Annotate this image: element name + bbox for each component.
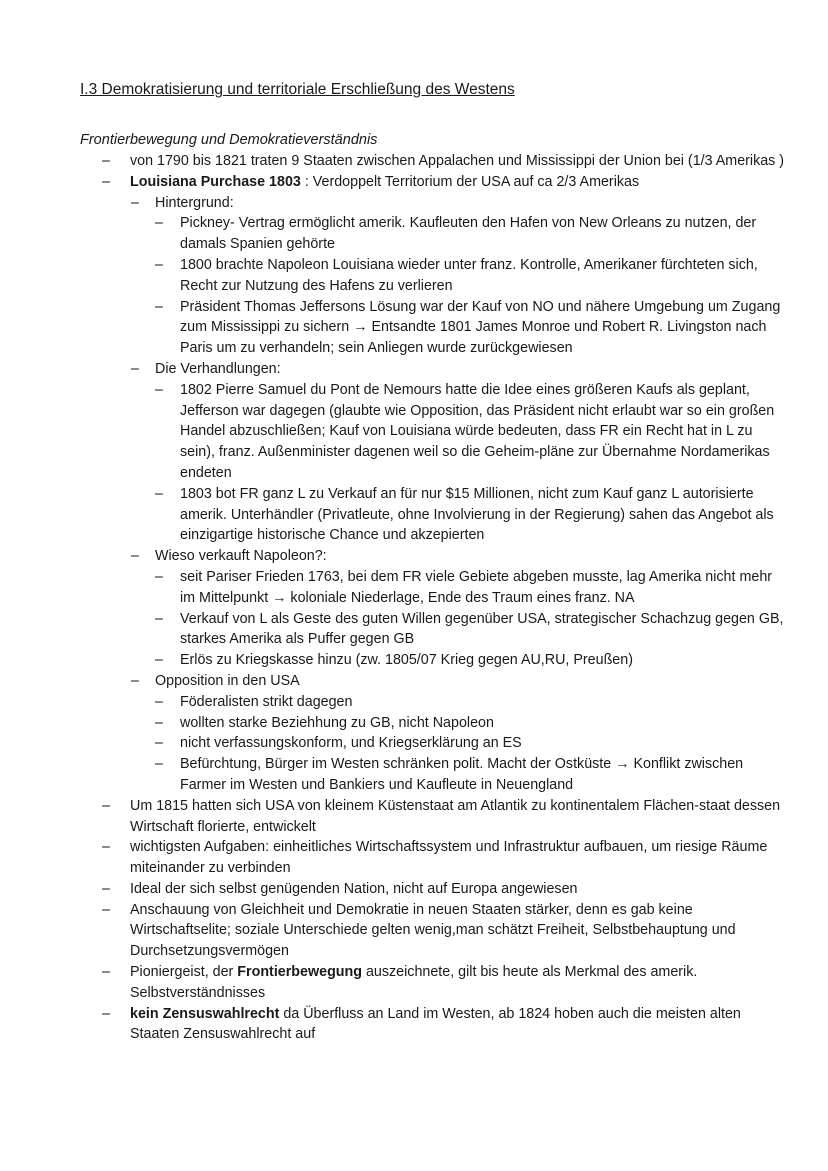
section-title: Frontierbewegung und Demokratieverständnis [80, 132, 378, 148]
list-item: – Föderalisten strikt dagegen [155, 692, 788, 713]
list-item: – Die Verhandlungen: – 1802 Pierre Samuel du Pont de Nemours hatte die Idee eines größeren Kaufs als geplant, Jefferson war dagegen (glaubte wie Opposition, das Präsident nicht erlaubt war so ein großen Handel abzuschließen; Kauf von Louisiana würde bedeuten, dass FR ein Recht hat in L zu sein), franz. Außenminister dagenen weil so die Geheim-pläne zur Übernahme Nordamerikas endeten – 1803 bot FR ganz L zu Verkauf an für nur $15 Millionen, nicht zum Kauf ganz L autorisierte amerik. Unterhändler (Privatleute, ohne Involvierung in der Regierung) sahen das Angebot als einzigartige historische Chance und akzepierten [130, 359, 788, 546]
list-item: – Anschauung von Gleichheit und Demokratie in neuen Staaten stärker, denn es gab keine Wirtschaftselite; soziale Unterschiede gelten wenig,man schätzt Freiheit, Selbstbehauptung und Durchsetzungsvermögen [80, 900, 788, 962]
list-item: – Erlös zu Kriegskasse hinzu (zw. 1805/07 Krieg gegen AU,RU, Preußen) [155, 650, 788, 671]
list-item: – 1800 brachte Napoleon Louisiana wieder unter franz. Kontrolle, Amerikaner fürchteten sich, Recht zur Nutzung des Hafens zu verlieren [155, 255, 788, 297]
sub-sub-list [155, 692, 788, 796]
list-item: – Verkauf von L als Geste des guten Willen gegenüber USA, strategischer Schachzug gegen GB, starkes Amerika als Puffer gegen GB [155, 609, 788, 651]
list-item: – wichtigsten Aufgaben: einheitliches Wirtschaftssystem und Infrastruktur aufbauen, um riesige Räume miteinander zu verbinden [80, 837, 788, 879]
list-item: – Präsident Thomas Jeffersons Lösung war der Kauf von NO und nähere Umgebung um Zugang zum Mississippi zu sichern → Entsandte 1801 James Monroe und Robert R. Livingston nach Paris um zu verhandeln; sein Anliegen wurde zurückgewiesen [155, 297, 788, 359]
list-item: – seit Pariser Frieden 1763, bei dem FR viele Gebiete abgeben musste, lag Amerika nicht mehr im Mittelpunkt → koloniale Niederlage, Ende des Traum eines franz. NA [155, 567, 788, 609]
sub-sub-list [155, 213, 788, 359]
list-item: – Pickney- Vertrag ermöglicht amerik. Kaufleuten den Hafen von New Orleans zu nutzen, der damals Spanien gehörte [155, 213, 788, 255]
list-item: – Hintergrund: – Pickney- Vertrag ermöglicht amerik. Kaufleuten den Hafen von New Orleans zu nutzen, der damals Spanien gehörte – 1800 brachte Napoleon Louisiana wieder unter franz. Kontrolle, Amerikaner fürchteten sich, Recht zur Nutzung des Hafens zu verlieren – Präsident Thomas Jeffersons Lösung war der Kauf von NO und nähere Umgebung um Zugang zum Mississippi zu sichern → Entsandte 1801 James Monroe und Robert R. Livingston nach Paris um zu verhandeln; sein Anliegen wurde zurückgewiesen [130, 193, 788, 359]
list-item: – Pioniergeist, der Frontierbewegung auszeichnete, gilt bis heute als Merkmal des amerik. Selbstverständnisses [80, 962, 788, 1004]
list-item: – 1802 Pierre Samuel du Pont de Nemours hatte die Idee eines größeren Kaufs als geplant, Jefferson war dagegen (glaubte wie Opposition, das Präsident nicht erlaubt war so ein großen Handel abzuschließen; Kauf von Louisiana würde bedeuten, dass FR ein Recht hat in L zu sein), franz. Außenminister dagenen weil so die Geheim-pläne zur Übernahme Nordamerikas endeten [155, 380, 788, 484]
list-item: – Louisiana Purchase 1803 : Verdoppelt Territorium der USA auf ca 2/3 Amerikas – Hintergrund: – Pickney- Vertrag ermöglicht amerik. Kaufleuten den Hafen von New Orleans zu nutzen, der damals Spanien gehörte – 1800 brachte Napoleon Louisiana wieder unter franz. Kontrolle, Amerikaner fürchteten sich, Recht zur Nutzung des Hafens zu verlieren – Präsident Thomas Jeffersons Lösung war der Kauf von NO und nähere Umgebung um Zugang zum Mississippi zu sichern → Entsandte 1801 James Monroe und Robert R. Livingston nach Paris um zu verhandeln; sein Anliegen wurde zurückgewiesen – Die Verhandlungen: – 1802 Pierre Samuel du Pont de Nemours hatte die Idee eines größeren Kaufs als geplant, Jefferson war dagegen (glaubte wie Opposition, das Präsident nicht erlaubt war so ein großen Handel abzuschließen; Kauf von Louisiana würde bedeuten, dass FR ein Recht hat in L zu sein), franz. Außenminister dagenen weil so die Geheim-pläne zur Übernahme Nordamerikas endeten – 1803 bot FR ganz L zu Verkauf an für nur $15 Millionen, nicht zum Kauf ganz L autorisierte amerik. Unterhändler (Privatleute, ohne Involvierung in der Regierung) sahen das Angebot als einzigartige historische Chance und akzepierten – Wieso verkauft Napoleon?: – seit Pariser Frieden 1763, bei dem FR viele Gebiete abgeben musste, lag Amerika nicht mehr im Mittelpunkt → koloniale Niederlage, Ende des Traum eines franz. NA – Verkauf von L als Geste des guten Willen gegenüber USA, strategischer Schachzug gegen GB, starkes Amerika als Puffer gegen GB – Erlös zu Kriegskasse hinzu (zw. 1805/07 Krieg gegen AU,RU, Preußen) – Opposition in den USA – Föderalisten strikt dagegen – wollten starke Beziehhung zu GB, nicht Napoleon – nicht verfassungskonform, und Kriegserklärung an ES – Befürchtung, Bürger im Westen schränken polit. Macht der Ostküste → Konflikt zwischen Farmer im Westen und Bankiers und Kaufleute in Neuengland [80, 172, 788, 796]
main-list [80, 151, 788, 1045]
list-item: – nicht verfassungskonform, und Kriegserklärung an ES [155, 733, 788, 754]
list-item: – wollten starke Beziehhung zu GB, nicht Napoleon [155, 713, 788, 734]
list-item: – Ideal der sich selbst genügenden Nation, nicht auf Europa angewiesen [80, 879, 788, 900]
list-item: – kein Zensuswahlrecht da Überfluss an Land im Westen, ab 1824 hoben auch die meisten alten Staaten Zensuswahlrecht auf [80, 1004, 788, 1046]
list-item: – Befürchtung, Bürger im Westen schränken polit. Macht der Ostküste → Konflikt zwischen Farmer im Westen und Bankiers und Kaufleute in Neuengland [155, 754, 788, 796]
list-item: – Um 1815 hatten sich USA von kleinem Küstenstaat am Atlantik zu kontinentalem Flächen-staat dessen Wirtschaft florierte, entwickelt [80, 796, 788, 838]
list-item: – von 1790 bis 1821 traten 9 Staaten zwischen Appalachen und Mississippi der Union bei (1/3 Amerikas ) [80, 151, 788, 172]
sub-sub-list [155, 380, 788, 546]
list-item: – Opposition in den USA – Föderalisten strikt dagegen – wollten starke Beziehhung zu GB, nicht Napoleon – nicht verfassungskonform, und Kriegserklärung an ES – Befürchtung, Bürger im Westen schränken polit. Macht der Ostküste → Konflikt zwischen Farmer im Westen und Bankiers und Kaufleute in Neuengland [130, 671, 788, 796]
sub-list [130, 193, 788, 796]
list-item: – 1803 bot FR ganz L zu Verkauf an für nur $15 Millionen, nicht zum Kauf ganz L autorisierte amerik. Unterhändler (Privatleute, ohne Involvierung in der Regierung) sahen das Angebot als einzigartige historische Chance und akzepierten [155, 484, 788, 546]
sub-sub-list [155, 567, 788, 671]
page-heading: I.3 Demokratisierung und territoriale Erschließung des Westens [80, 81, 515, 98]
list-item: – Wieso verkauft Napoleon?: – seit Pariser Frieden 1763, bei dem FR viele Gebiete abgeben musste, lag Amerika nicht mehr im Mittelpunkt → koloniale Niederlage, Ende des Traum eines franz. NA – Verkauf von L als Geste des guten Willen gegenüber USA, strategischer Schachzug gegen GB, starkes Amerika als Puffer gegen GB – Erlös zu Kriegskasse hinzu (zw. 1805/07 Krieg gegen AU,RU, Preußen) [130, 546, 788, 671]
